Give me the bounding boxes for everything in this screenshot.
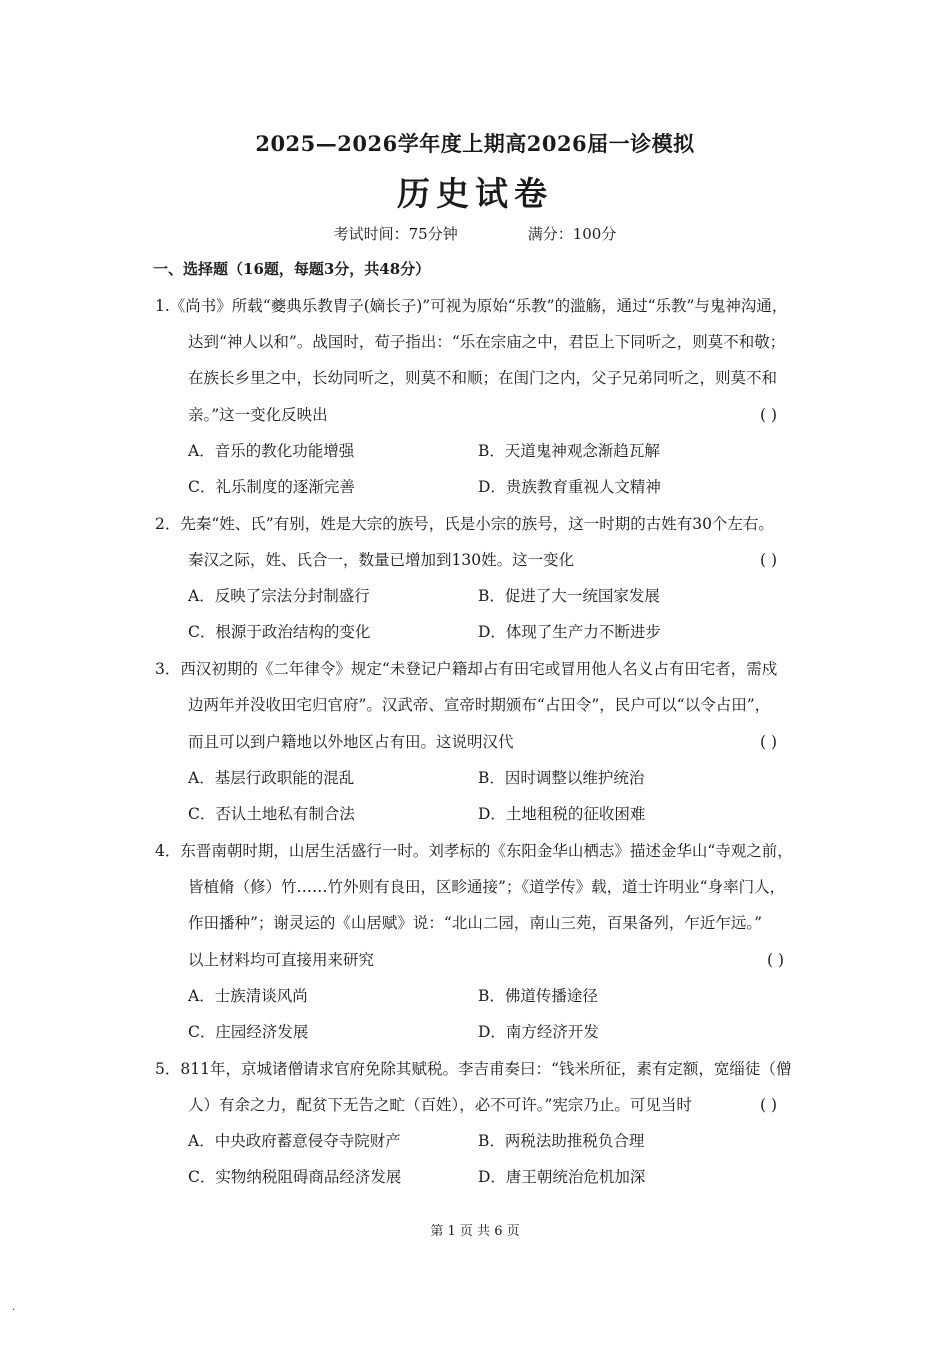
question-text-line: 达到“神人以和”。战国时，荀子指出：“乐在宗庙之中，君臣上下同听之，则莫不和敬；	[188, 333, 786, 351]
question-text-line: 3．西汉初期的《二年律令》规定“未登记户籍却占有田宅或冒用他人名义占有田宅者，需戍	[155, 660, 778, 678]
option-d: D．唐王朝统治危机加深	[478, 1168, 646, 1186]
option-b: B．天道鬼神观念渐趋瓦解	[478, 442, 660, 460]
option-c: C．根源于政治结构的变化	[188, 623, 371, 641]
option-a: A．中央政府蓄意侵夺寺院财产	[188, 1132, 401, 1150]
option-b: B．促进了大一统国家发展	[478, 587, 660, 605]
option-d: D．体现了生产力不断进步	[478, 623, 661, 641]
answer-parentheses: ( )	[760, 406, 778, 424]
question-text-line: 边两年并没收田宅归官府”。汉武帝、宣帝时期颁布“占田令”，民户可以“以令占田”，	[188, 696, 771, 714]
answer-parentheses: ( )	[760, 1096, 778, 1114]
option-b: B．佛道传播途径	[478, 987, 598, 1005]
question-text-line: 人）有余之力，配贫下无告之甿（百姓），必不可许。”宪宗乃止。可见当时	[188, 1096, 692, 1114]
option-b: B．两税法助推税负合理	[478, 1132, 645, 1150]
question-text-line: 作田播种”；谢灵运的《山居赋》说：“北山二园，南山三苑，百果备列，乍近乍远。”	[188, 914, 763, 932]
option-c: C．实物纳税阻碍商品经济发展	[188, 1168, 402, 1186]
option-a: A．士族清谈风尚	[188, 987, 308, 1005]
option-b: B．因时调整以维护统治	[478, 769, 645, 787]
question-text-line: 皆植脩（修）竹……竹外则有良田，区畛通接”；《道学传》载，道士许明业“身率门人，	[188, 878, 786, 896]
exam-time: 考试时间：75分钟	[333, 225, 458, 243]
full-score: 满分：100分	[527, 225, 617, 243]
question-text-line: 5．811年，京城诸僧请求官府免除其赋税。李吉甫奏曰：“钱米所征，素有定额，宽缁徒（僧	[155, 1060, 792, 1078]
option-d: D．贵族教育重视人文精神	[478, 478, 661, 496]
option-a: A．音乐的教化功能增强	[188, 442, 355, 460]
answer-parentheses: ( )	[760, 551, 778, 569]
answer-parentheses: ( )	[760, 733, 778, 751]
question-text-line: 而且可以到户籍地以外地区占有田。这说明汉代	[188, 733, 514, 751]
stray-mark: .	[12, 1302, 16, 1313]
question-text-line: 亲。”这一变化反映出	[188, 406, 328, 424]
question-text-line: 4．东晋南朝时期，山居生活盛行一时。刘孝标的《东阳金华山栖志》描述金华山“寺观之前，	[155, 842, 793, 860]
question-text-line: 2．先秦“姓、氏”有别，姓是大宗的族号，氏是小宗的族号，这一时期的古姓有30个左右。	[155, 515, 774, 533]
option-a: A．基层行政职能的混乱	[188, 769, 355, 787]
question-text-line: 以上材料均可直接用来研究	[188, 951, 375, 969]
option-d: D．南方经济开发	[478, 1023, 599, 1041]
exam-series-title: 2025—2026学年度上期高2026届一诊模拟	[255, 131, 695, 156]
option-c: C．否认土地私有制合法	[188, 805, 355, 823]
option-a: A．反映了宗法分封制盛行	[188, 587, 370, 605]
option-c: C．礼乐制度的逐渐完善	[188, 478, 355, 496]
question-text-line: 秦汉之际，姓、氏合一，数量已增加到130姓。这一变化	[188, 551, 575, 569]
exam-subject-title: 历史试卷	[397, 174, 553, 213]
question-text-line: 1.《尚书》所载“夔典乐教胄子(嫡长子)”可视为原始“乐教”的滥觞，通过“乐教”与鬼神沟通，	[155, 297, 788, 315]
exam-info	[0, 223, 950, 244]
answer-parentheses: ( )	[767, 951, 785, 969]
question-text-line: 在族长乡里之中，长幼同听之，则莫不和顺；在闺门之内，父子兄弟同听之，则莫不和	[188, 369, 778, 387]
option-d: D．土地租税的征收困难	[478, 805, 646, 823]
section-title: 一、选择题（16题，每题3分，共48分）	[153, 260, 431, 278]
option-c: C．庄园经济发展	[188, 1023, 309, 1041]
page-number: 第 1 页 共 6 页	[430, 1224, 520, 1239]
